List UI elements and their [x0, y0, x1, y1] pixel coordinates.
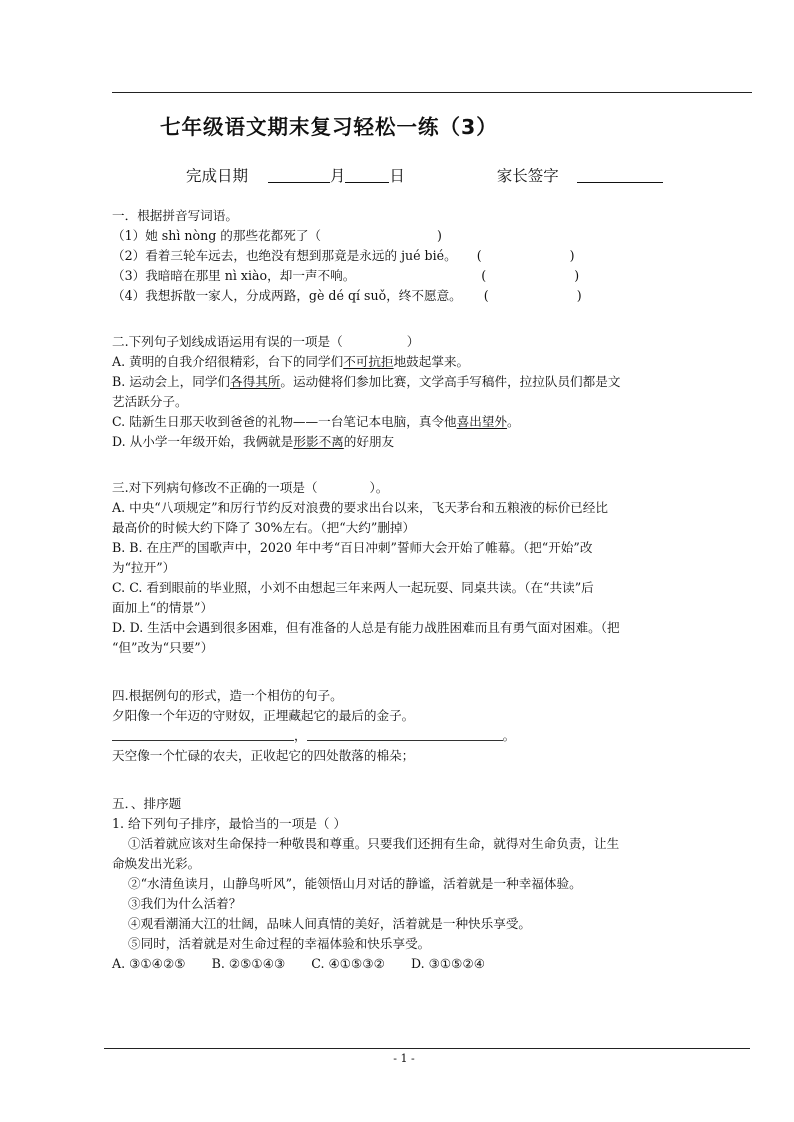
section-corrections	[112, 478, 692, 658]
month-blank[interactable]	[268, 168, 330, 183]
sentence-3: ③我们为什么活着？	[128, 896, 242, 911]
ordering-question: 1. 给下列句子排序，最恰当的一项是（ ）	[112, 816, 347, 831]
option-d[interactable]: D. ③①⑤②④	[410, 956, 486, 971]
answer-blank-2[interactable]	[307, 728, 503, 741]
correction-line: B. B. 在庄严的国歌声中，2020 年中考“百日冲刺”誓师大会开始了帷幕。（把“开始”改	[112, 540, 593, 555]
idiom-option-b-cont: 艺活跃分子。	[112, 394, 188, 409]
answer-sentence: 天空像一个忙碌的农夫，正收起它的四处散落的棉朵；	[112, 748, 415, 763]
sign-label: 家长签字	[496, 167, 559, 185]
section3-heading: 三.对下列病句修改不正确的一项是（ ）。	[112, 480, 389, 495]
correction-line: “但”改为“只要”）	[112, 640, 214, 655]
date-line	[186, 164, 663, 186]
sign-blank[interactable]	[577, 168, 663, 183]
section5-heading: 五．、排序题	[112, 796, 182, 811]
correction-line: D. D. 生活中会遇到很多困难，但有准备的人总是有能力战胜困难而且有勇气面对困难。（把	[112, 620, 620, 635]
example-sentence: 夕阳像一个年迈的守财奴，正埋藏起它的最后的金子。	[112, 708, 415, 723]
correction-line: 面加上“的情景”）	[112, 600, 214, 615]
sentence-4: ④观看潮涌大江的壮阔，品味人间真情的美好，活着就是一种快乐享受。	[128, 916, 531, 931]
sentence-1: ①活着就应该对生命保持一种敬畏和尊重。只要我们还拥有生命，就得对生命负责，让生	[128, 836, 620, 851]
sentence-1-cont: 命焕发出光彩。	[112, 856, 201, 871]
day-blank[interactable]	[345, 168, 389, 183]
idiom-option-b: B. 运动会上，同学们各得其所。运动健将们参加比赛，文学高手写稿件，拉拉队员们都是文	[112, 374, 621, 389]
section-pinyin	[112, 206, 692, 306]
option-a[interactable]: A. ③①④②⑤	[112, 956, 186, 971]
date-label: 完成日期	[186, 167, 249, 185]
section-imitation	[112, 686, 692, 766]
option-b[interactable]: B. ②⑤①④③	[211, 956, 286, 971]
header-rule	[112, 92, 752, 93]
section1-heading: 一．根据拼音写词语。	[112, 208, 238, 223]
section-ordering	[112, 794, 692, 974]
section-idioms	[112, 332, 692, 452]
idiom-option-a: A. 黄明的自我介绍很精彩，台下的同学们不可抗拒地鼓起掌来。	[112, 354, 470, 369]
sentence-5: ⑤同时，活着就是对生命过程的幸福体验和快乐享受。	[128, 936, 431, 951]
correction-line: A. 中央“八项规定”和厉行节约反对浪费的要求出台以来，飞天茅台和五粮液的标价已经比	[112, 500, 608, 515]
ordering-options	[112, 954, 692, 974]
correction-line: C. C. 看到眼前的毕业照，小刘不由想起三年来两人一起玩耍、同桌共读。（在“共读”后	[112, 580, 594, 595]
option-c[interactable]: C. ④①⑤③②	[311, 956, 385, 971]
pinyin-item-4: （4）我想拆散一家人，分成两路，gè dé qí suǒ，终不愿意。 ( )	[112, 288, 582, 303]
pinyin-item-1: （1）她 shì nòng 的那些花都死了（ )	[112, 228, 442, 243]
section2-heading: 二.下列句子划线成语运用有误的一项是（ ）	[112, 334, 420, 349]
page-title: 七年级语文期末复习轻松一练（3）	[160, 115, 498, 139]
month-label: 月	[329, 167, 346, 185]
correction-line: 最高价的时候大约下降了 30%左右。（把“大约”删掉）	[112, 520, 416, 535]
answer-blank-1[interactable]	[112, 728, 294, 741]
day-label: 日	[389, 167, 405, 185]
idiom-option-d: D. 从小学一年级开始，我俩就是形影不离的好朋友	[112, 434, 395, 449]
section4-heading: 四.根据例句的形式，造一个相仿的句子。	[112, 688, 343, 703]
pinyin-item-2: （2）看着三轮车远去，也绝没有想到那竟是永远的 jué bié。 ( )	[112, 248, 575, 263]
footer-rule	[104, 1048, 750, 1049]
correction-line: 为“拉开”）	[112, 560, 176, 575]
idiom-option-c: C. 陆新生日那天收到爸爸的礼物——一台笔记本电脑，真令他喜出望外。	[112, 414, 520, 429]
sentence-2: ②“水清鱼读月，山静鸟听风”，能领悟山月对话的静谧，活着就是一种幸福体验。	[128, 876, 582, 891]
answer-blanks: ， 。	[112, 726, 692, 746]
pinyin-item-3: （3）我暗暗在那里 nì xiào，却一声不响。 ( )	[112, 268, 580, 283]
page-number: - 1 -	[393, 1052, 415, 1065]
